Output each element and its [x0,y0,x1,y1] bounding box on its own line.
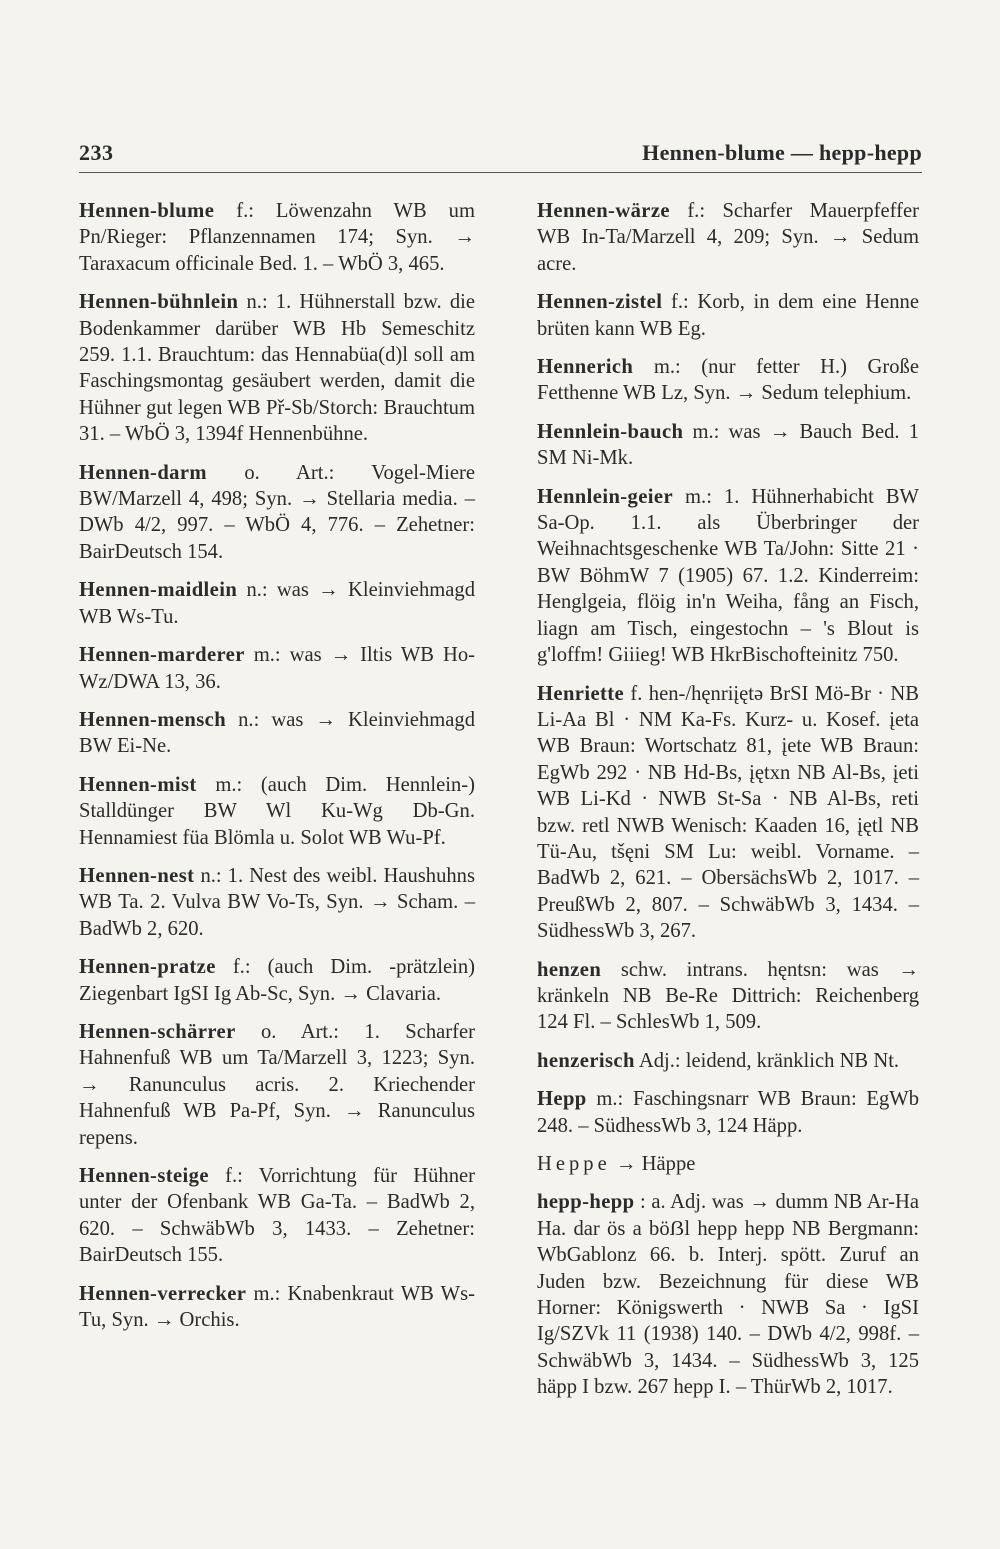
entry-lemma: Hennen-maidlein [79,579,238,602]
dictionary-entry [537,1086,919,1139]
entry-lemma: Hennen-pratze [79,956,216,979]
entry-text: o. Art.: 1. Scharfer Hahnenfuß WB um Ta/Marzell 3, 1223; Syn. → Ranunculus acris. 2. Kriechender Hahnenfuß WB Pa-Pf, Syn. → Ranunculus repens. [79,1020,475,1149]
entry-lemma: henzen [537,958,602,981]
entry-text: n.: was → Kleinviehmagd BW Ei-Ne. [79,708,475,758]
dictionary-entry [79,289,475,447]
entry-lemma: Hepp [537,1088,587,1111]
entry-text: m.: was → Bauch Bed. 1 SM Ni-Mk. [537,420,919,470]
entry-text: f.: Korb, in dem eine Henne brüten kann WB Eg. [537,291,919,340]
entry-lemma: Hennerich [537,356,634,379]
dictionary-entry [537,198,919,277]
entry-text: m.: 1. Hühnerhabicht BW Sa-Op. 1.1. als Überbringer der Weihnachtsgeschenke WB Ta/John: Sitte 21 · BW BöhmW 7 (1905) 67. 1.2. Kinderreim: Henglgeia, flöig in'n Weiha, fång an Fisch, liagn am Tisch, eingestochn – 's Blout is g'loffm! Giiieg! WB HkrBischofteinitz 750. [537,485,919,667]
entry-lemma: Hennen-marderer [79,644,245,667]
entry-lemma: Heppe [537,1153,611,1175]
entry-text: : a. Adj. was → dumm NB Ar-Ha Ha. dar ös a böẞl hepp hepp NB Bergmann: WbGablonz 66. b. Interj. spött. Zuruf an Juden bzw. Bezeichnung für diese WB Horner: Königswerth · NWB Sa · IgSI Ig/SZVk 11 (1938) 140. – DWb 4/2, 998f. – SchwäbWb 3, 1434. – SüdhessWb 3, 125 häpp I bzw. 267 hepp I. – ThürWb 2, 1017. [537,1191,919,1399]
entry-text: m.: (nur fetter H.) Große Fetthenne WB Lz, Syn. → Sedum telephium. [537,356,919,405]
entry-text: f. hen-/hęnriįętə BrSI Mö-Br · NB Li-Aa Bl · NM Ka-Fs. Kurz- u. Kosef. įeta WB Braun: Wortschatz 81, įete WB Braun: EgWb 292 · NB Hd-Bs, įętxn NB Al-Bs, įeti WB Li-Kd · NWB St-Sa · NB Al-Bs, reti bzw. retl NWB Wenisch: Kaaden 16, įętl NB Tü-Au, tšęni SM Lu: weibl. Vorname. – BadWb 2, 621. – ObersächsWb 2, 1017. – PreußWb 2, 807. – SchwäbWb 3, 1434. – SüdhessWb 3, 267. [537,682,919,943]
entry-lemma: Hennlein-bauch [537,420,684,443]
entry-lemma: Hennen-nest [79,864,195,887]
dictionary-entry [79,1281,475,1334]
entry-lemma: Hennen-darm [79,461,207,484]
entry-lemma: Henriette [537,682,625,705]
running-head: Hennen-blume — hepp-hepp [642,140,922,165]
right-column [537,198,919,1413]
dictionary-entry [79,863,475,942]
entry-text: m.: was → Iltis WB Ho-Wz/DWA 13, 36. [79,644,475,693]
page-number: 233 [79,140,114,165]
dictionary-entry [79,772,475,851]
dictionary-entry [537,681,919,945]
entry-lemma: Hennen-verrecker [79,1282,247,1305]
dictionary-entry [79,198,475,277]
dictionary-entry [537,289,919,342]
entry-lemma: Hennen-zistel [537,291,663,314]
page-header [79,138,922,173]
entry-text: n.: 1. Nest des weibl. Haushuhns WB Ta. 2. Vulva BW Vo-Ts, Syn. → Scham. – BadWb 2, 620. [79,864,475,940]
entry-lemma: Hennen-steige [79,1165,209,1187]
dictionary-entry [79,954,475,1007]
dictionary-entry [79,1019,475,1151]
entry-lemma: Hennlein-geier [537,485,674,508]
dictionary-entry [537,1048,919,1074]
dictionary-entry [537,1189,919,1400]
entry-text: f.: Scharfer Mauerpfeffer WB In-Ta/Marzell 4, 209; Syn. → Sedum acre. [537,200,919,275]
entry-lemma: Hennen-mensch [79,708,227,731]
entry-text: n.: was → Kleinviehmagd WB Ws-Tu. [79,579,475,628]
entry-lemma: Hennen-bühnlein [79,291,239,314]
left-column [79,198,475,1345]
entry-text: n.: 1. Hühnerstall bzw. die Bodenkammer darüber WB Hb Semeschitz 259. 1.1. Brauchtum: das Hennabüa(d)l soll am Faschingsmontag gesäubert werden, damit die Hühner gut legen WB Př-Sb/Storch: Brauchtum 31. – WbÖ 3, 1394f Hennenbühne. [79,291,475,446]
entry-lemma: Hennen-wärze [537,200,670,222]
dictionary-entry [537,354,919,407]
dictionary-entry [79,460,475,566]
entry-text: → Häppe [610,1153,696,1175]
entry-lemma: henzerisch [537,1049,635,1072]
entry-text: Adj.: leidend, kränklich NB Nt. [634,1049,900,1072]
dictionary-entry [79,1163,475,1269]
entry-lemma: hepp-hepp [537,1191,635,1214]
entry-text: f.: Löwenzahn WB um Pn/Rieger: Pflanzennamen 174; Syn. → Taraxacum officinale Bed. 1. – WbÖ 3, 465. [79,200,475,275]
entry-text: m.: Knabenkraut WB Ws-Tu, Syn. → Orchis. [79,1282,475,1332]
dictionary-entry [537,419,919,472]
dictionary-entry [79,577,475,630]
dictionary-entry [79,707,475,760]
entry-text: m.: Faschingsnarr WB Braun: EgWb 248. – SüdhessWb 3, 124 Häpp. [537,1088,919,1137]
dictionary-entry [537,957,919,1036]
entry-lemma: Hennen-schärrer [79,1020,236,1043]
cross-reference-entry [537,1151,919,1177]
dictionary-entry [537,484,919,669]
entry-text: f.: (auch Dim. -prätzlein) Ziegenbart IgSI Ig Ab-Sc, Syn. → Clavaria. [79,956,475,1005]
entry-text: o. Art.: Vogel-Miere BW/Marzell 4, 498; Syn. → Stellaria media. – DWb 4/2, 997. – WbÖ 4, 776. – Zehetner: BairDeutsch 154. [79,461,475,563]
entry-text: f.: Vorrichtung für Hühner unter der Ofenbank WB Ga-Ta. – BadWb 2, 620. – SchwäbWb 3, 1433. – Zehetner: BairDeutsch 155. [79,1165,475,1267]
dictionary-entry [79,642,475,695]
entry-text: m.: (auch Dim. Hennlein-) Stalldünger BW Wl Ku-Wg Db-Gn. Hennamiest füa Blömla u. Solot WB Wu-Pf. [79,773,475,849]
entry-text: schw. intrans. hęntsn: was → kränkeln NB Be-Re Dittrich: Reichenberg 124 Fl. – SchlesWb 1, 509. [537,958,919,1034]
entry-lemma: Hennen-blume [79,200,215,222]
entry-lemma: Hennen-mist [79,773,197,796]
